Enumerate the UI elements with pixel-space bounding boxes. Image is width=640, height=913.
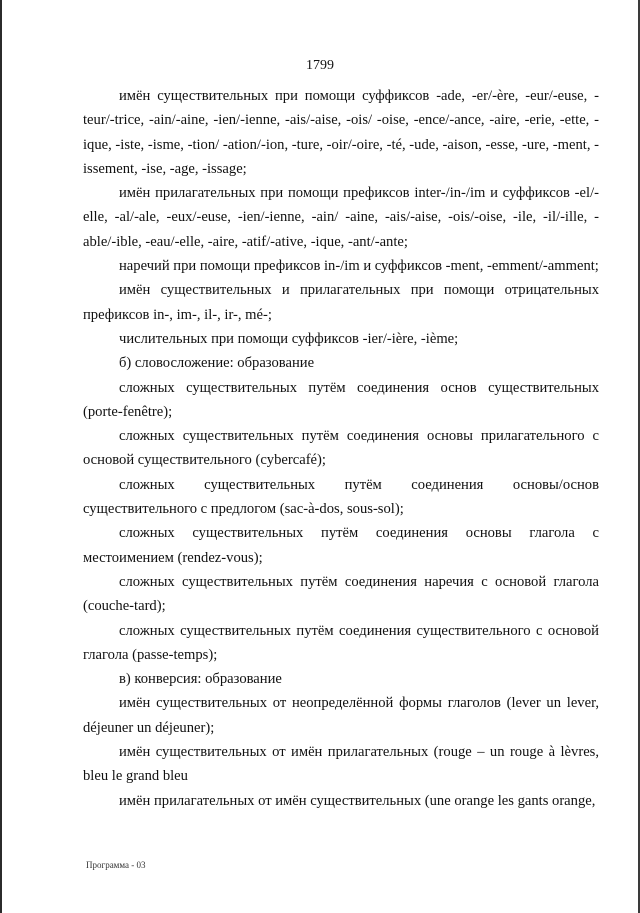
paragraph: имён прилагательных при помощи префиксов inter-/in-/im и суффиксов -el/-elle, -al/-ale, -eux/-euse, -ien/-ienne, -ain/ -aine, -ais/-aise, -ois/-oise, -ile, -il/-ille, -able/-ible, -eau/-elle, -aire, -atif/-ative, -ique, -ant/-ante; <box>83 185 599 250</box>
body-text <box>83 84 599 813</box>
section-heading: в) конверсия: образование <box>119 671 282 688</box>
paragraph: наречий при помощи префиксов in-/im и суффиксов -ment, -emment/-amment; <box>119 258 599 275</box>
paragraph: сложных существительных путём соединения основы глагола с местоимением (rendez-vous); <box>83 525 599 566</box>
section-heading: б) словосложение: образование <box>119 355 315 372</box>
paragraph: сложных существительных путём соединения основы/основ существительного с предлогом (sac-à-dos, sous-sol); <box>83 476 599 518</box>
page-number: 1799 <box>306 58 334 73</box>
paragraph: имён существительных от неопределённой формы глаголов (lever un lever, déjeuner un déjeuner); <box>83 695 599 736</box>
paragraph: сложных существительных путём соединения основ существительных (porte-fenêtre); <box>83 379 599 420</box>
scan-edge-left <box>0 0 2 913</box>
page-footer: Программа - 03 <box>86 860 146 870</box>
paragraph: имён существительных от имён прилагательных (rouge – un rouge à lèvres, bleu le grand bleu <box>83 744 599 785</box>
paragraph: сложных существительных путём соединения существительного с основой глагола (passe-temps); <box>83 622 599 663</box>
paragraph: числительных при помощи суффиксов -ier/-ière, -ième; <box>119 330 459 347</box>
paragraph: имён существительных и прилагательных при помощи отрицательных префиксов in-, im-, il-, ir-, mé-; <box>83 282 599 323</box>
paragraph: сложных существительных путём соединения основы прилагательного с основой существительного (cybercafé); <box>83 428 599 469</box>
paragraph: сложных существительных путём соединения наречия с основой глагола (couche-tard); <box>83 573 599 615</box>
paragraph: имён существительных при помощи суффиксов -ade, -er/-ère, -eur/-euse, -teur/-trice, -ain/-aine, -ien/-ienne, -ais/-aise, -ois/ -oise, -ence/-ance, -aire, -erie, -ette, -ique, -iste, -isme, -tion/ -ation/-ion, -ture, -oir/-oire, -té, -ude, -aison, -esse, -ure, -ment, -issement, -ise, -age, -issage; <box>83 88 599 177</box>
paragraph: имён прилагательных от имён существительных (une orange les gants orange, <box>119 792 596 809</box>
